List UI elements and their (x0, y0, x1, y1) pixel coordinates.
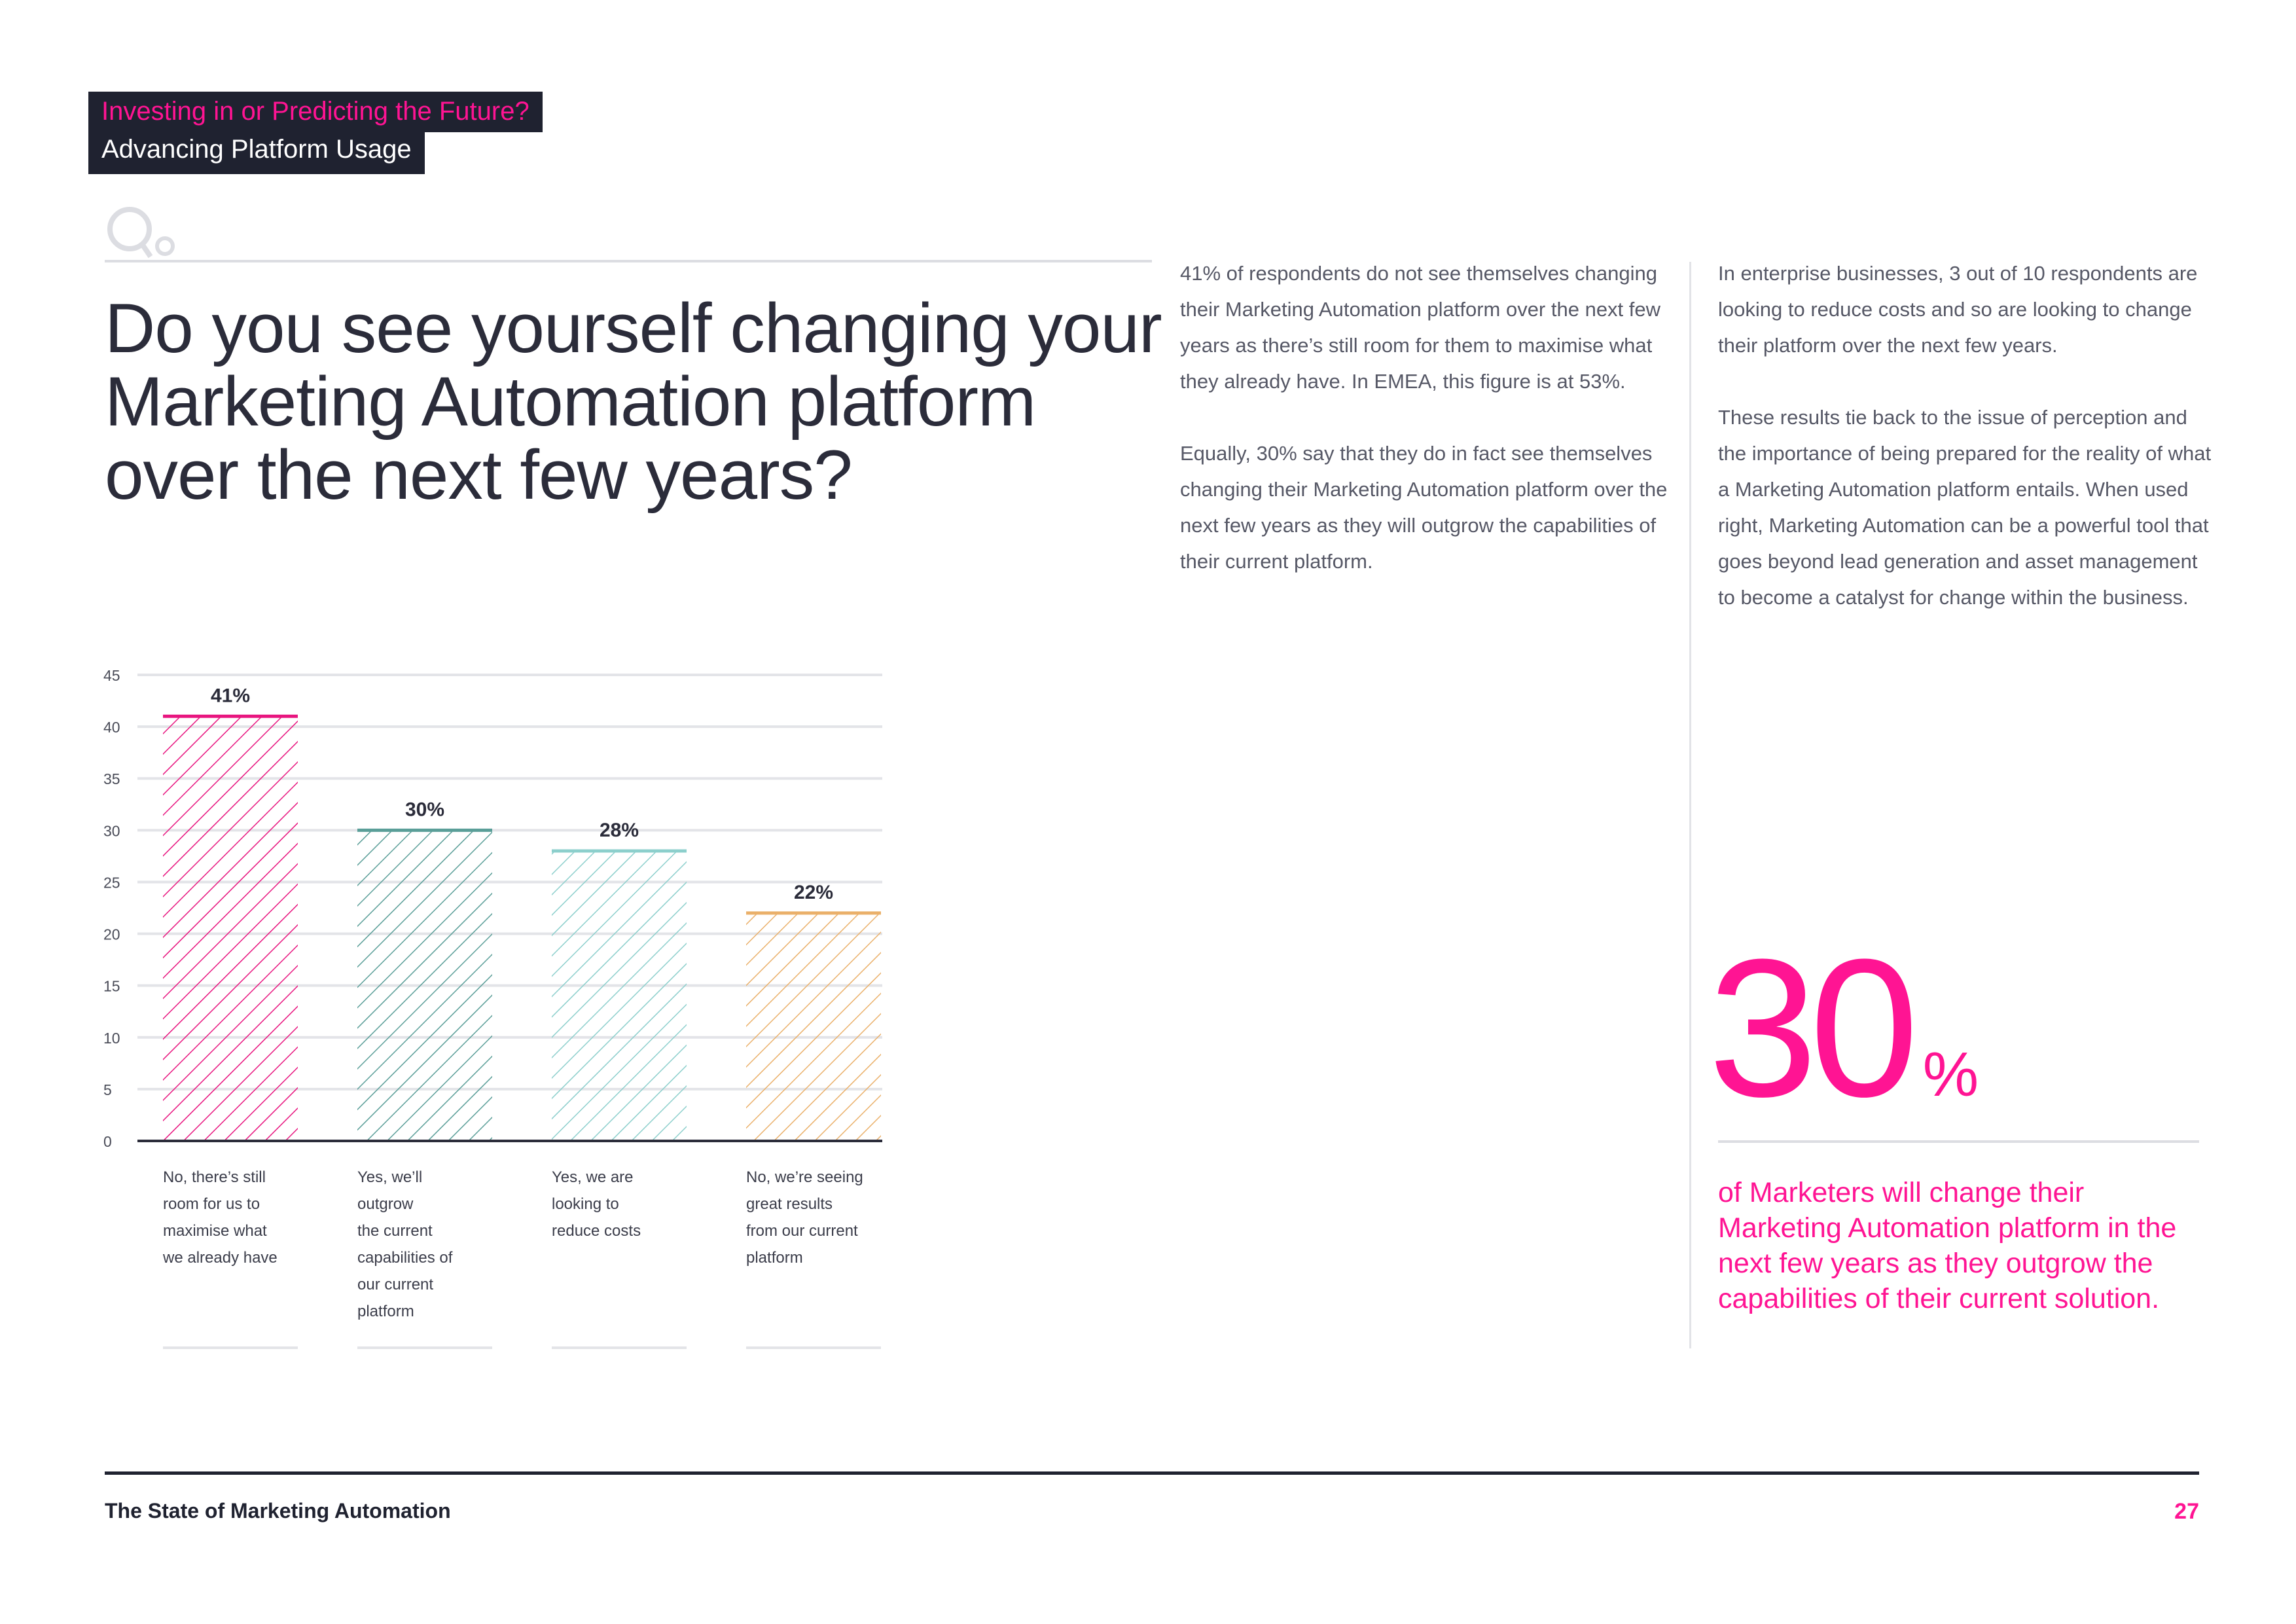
x-category-label: capabilities of (357, 1249, 453, 1267)
x-category-label: looking to (552, 1195, 619, 1213)
x-category-label: reduce costs (552, 1222, 641, 1240)
x-category-label: Yes, we are (552, 1168, 634, 1186)
page-number: 27 (2174, 1499, 2199, 1524)
y-tick-label: 10 (103, 1029, 120, 1047)
bar (552, 851, 687, 1141)
right-paragraph-2: These results tie back to the issue of perception and the importance of being prepared for the reality of what a Marketing Automation platform entails. When used right, Marketing Automation can be a powerful tool that goes beyond lead generation and asset management to become a catalyst for change within the business. (1718, 406, 2212, 609)
section-subtitle: Advancing Platform Usage (88, 132, 425, 174)
bar (746, 913, 881, 1141)
page-title: Do you see yourself changing your Marketing Automation platform over the next few years? (105, 289, 1162, 514)
x-category-label: platform (357, 1303, 414, 1320)
middle-paragraph-1: 41% of respondents do not see themselves changing their Marketing Automation platform over the next few years as there’s still room for them to maximise what they already have. In EMEA, this figure is at 53%. (1180, 262, 1661, 393)
y-tick-label: 5 (103, 1081, 112, 1098)
bar (163, 716, 298, 1141)
x-category-label: platform (746, 1249, 803, 1267)
stat-description: of Marketers will change their Marketing Automation platform in the next few years as they outgrow the capabilities of their current solution. (1718, 1177, 2177, 1314)
data-label: 22% (793, 881, 834, 903)
section-category: Investing in or Predicting the Future? (88, 92, 543, 132)
x-category-label: the current (357, 1222, 433, 1240)
x-category-label: great results (746, 1195, 833, 1213)
stat-number: 30 (1708, 918, 1911, 1138)
footer-title: The State of Marketing Automation (105, 1499, 451, 1523)
x-category-label: No, there’s still (163, 1168, 266, 1186)
x-category-label: we already have (163, 1249, 278, 1267)
stat-unit: % (1922, 1039, 1979, 1110)
data-label: 30% (404, 799, 445, 821)
y-tick-label: 25 (103, 874, 120, 892)
y-tick-label: 35 (103, 770, 120, 788)
x-category-label: from our current (746, 1222, 858, 1240)
y-tick-label: 40 (103, 719, 120, 736)
y-tick-label: 30 (103, 822, 120, 840)
y-tick-label: 15 (103, 977, 120, 995)
x-category-label: maximise what (163, 1222, 267, 1240)
data-label: 41% (210, 685, 251, 707)
x-category-label: Yes, we’ll (357, 1168, 423, 1186)
x-category-label: outgrow (357, 1195, 414, 1213)
x-category-label: room for us to (163, 1195, 260, 1213)
y-tick-label: 0 (103, 1133, 112, 1150)
middle-paragraph-2: Equally, 30% say that they do in fact see themselves changing their Marketing Automation platform over the next few years as they will outgrow the capabilities of their current platform. (1180, 442, 1668, 573)
footer-rule (105, 1471, 2199, 1475)
y-tick-label: 45 (103, 667, 120, 684)
right-paragraph-1: In enterprise businesses, 3 out of 10 respondents are looking to reduce costs and so are looking to change their platform over the next few years. (1718, 262, 2198, 357)
bar (357, 830, 492, 1141)
x-category-label: No, we’re seeing (746, 1168, 863, 1186)
y-tick-label: 20 (103, 926, 120, 943)
data-label: 28% (599, 819, 639, 841)
x-category-label: our current (357, 1276, 434, 1293)
